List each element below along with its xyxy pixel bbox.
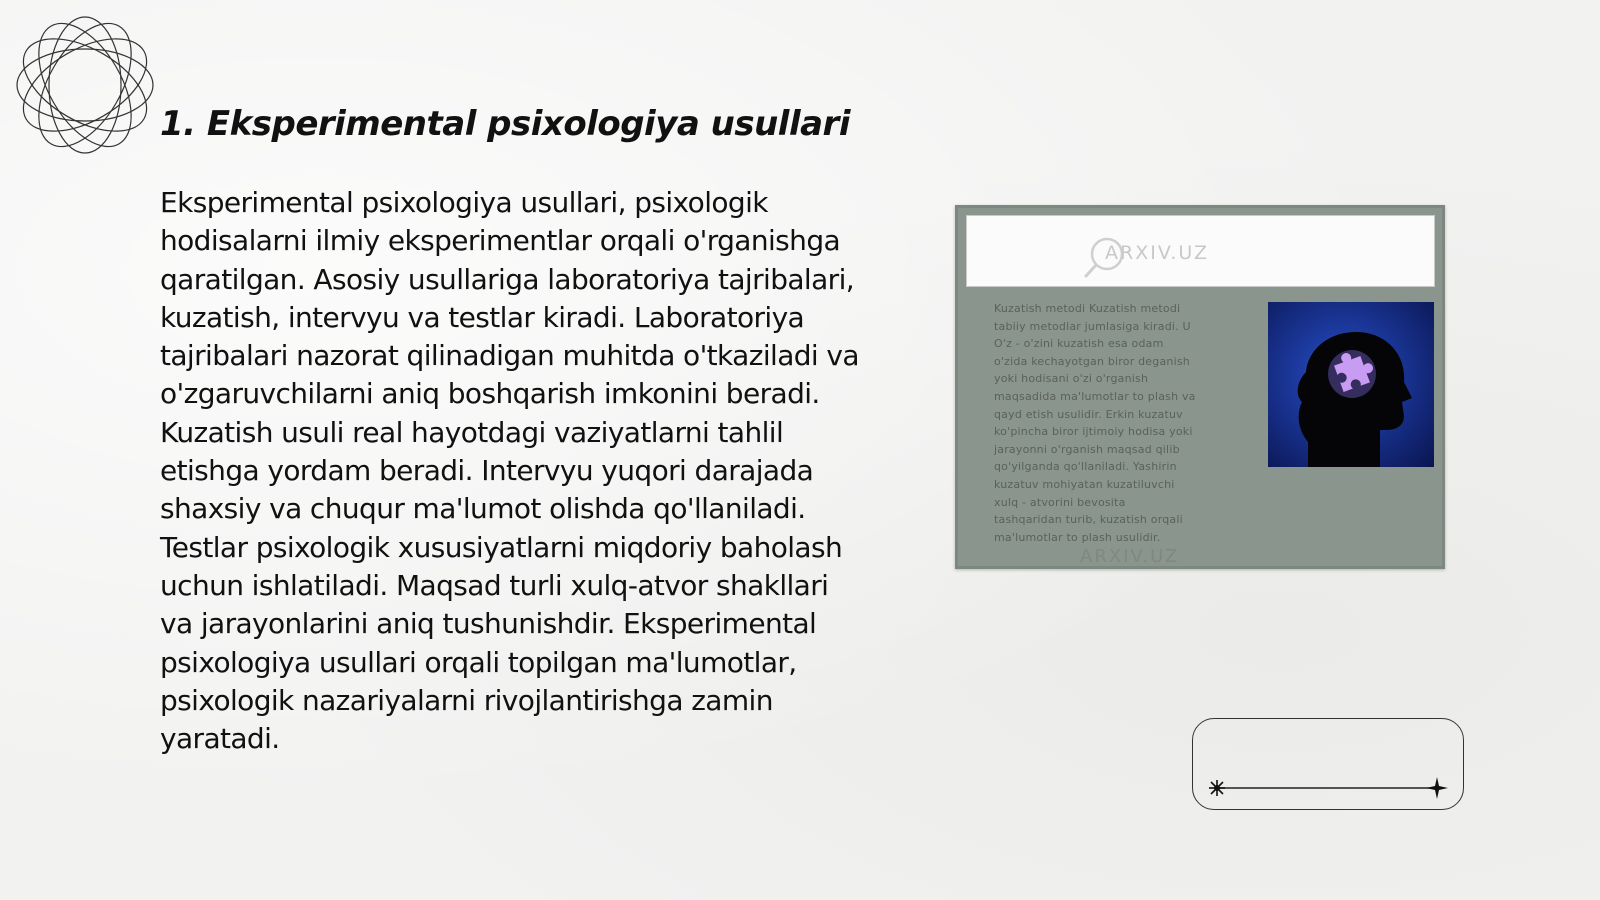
document-text-line: ko'pincha biror ijtimoiy hodisa yoki: [994, 425, 1193, 439]
document-text-line: yoki hodisani o'zi o'rganish: [994, 372, 1149, 386]
document-text-line: o'zida kechayotgan biror deganish: [994, 354, 1190, 368]
sparkle-icon: [1426, 777, 1448, 799]
document-text-line: tashqaridan turib, kuzatish orqali: [994, 513, 1183, 527]
watermark-text-bottom: ARXIV.UZ: [1080, 546, 1180, 567]
document-text-line: tabiiy metodlar jumlasiga kiradi. U: [994, 319, 1191, 333]
document-text-line: Kuzatish metodi Kuzatish metodi: [994, 302, 1181, 315]
document-text-line: qayd etish usulidir. Erkin kuzatuv: [994, 407, 1183, 421]
document-text-line: O'z - o'zini kuzatish esa odam: [994, 337, 1164, 351]
document-text-line: maqsadida ma'lumotlar to plash va: [994, 389, 1196, 403]
document-text-line: kuzatuv mohiyatan kuzatiluvchi: [994, 477, 1175, 491]
document-text-line: jarayonni o'rganish maqsad qilib: [994, 442, 1180, 456]
decorative-frame: [1192, 718, 1464, 810]
document-text-line: xulq - atvorini bevosita: [994, 495, 1126, 509]
document-image: [955, 205, 1445, 569]
document-text-line: ma'lumotlar to plash usulidir.: [994, 530, 1161, 544]
head-puzzle-photo: [1268, 302, 1434, 467]
slide-title: 1. Eksperimental psixologiya usullari: [160, 104, 850, 144]
slide-body-text: Eksperimental psixologiya usullari, psixologik hodisalarni ilmiy eksperimentlar orqali o'rganishga qaratilgan. Asosiy usullariga laboratoriya tajribalari, kuzatish, intervyu va testlar kiradi. Laboratoriya tajribalari nazorat qilinadigan muhitda o'tkaziladi va o'zgaruvchilarni aniq boshqarish imkonini beradi. Kuzatish usuli real hayotdagi vaziyatlarni tahlil etishga yordam beradi. Intervyu yuqori darajada shaxsiy va chuqur ma'lumot olishda qo'llaniladi. Testlar psixologik xususiyatlarni miqdoriy baholash uchun ishlatiladi. Maqsad turli xulq-atvor shakllari va jarayonlarini aniq tushunishdir. Eksperimental psixologiya usullari orqali topilgan ma'lumotlar, psixologik nazariyalarni rivojlantirishga zamin yaratadi.: [160, 186, 859, 756]
circle-ornament-icon: [10, 10, 160, 160]
head-puzzle-icon: [1268, 302, 1434, 467]
watermark-banner: [966, 215, 1435, 287]
decorative-line: [1193, 719, 1465, 811]
watermark-text: ARXIV.UZ: [1105, 242, 1209, 264]
document-text: [994, 300, 1254, 546]
document-text-line: qo'yilganda qo'llaniladi. Yashirin: [994, 460, 1177, 474]
